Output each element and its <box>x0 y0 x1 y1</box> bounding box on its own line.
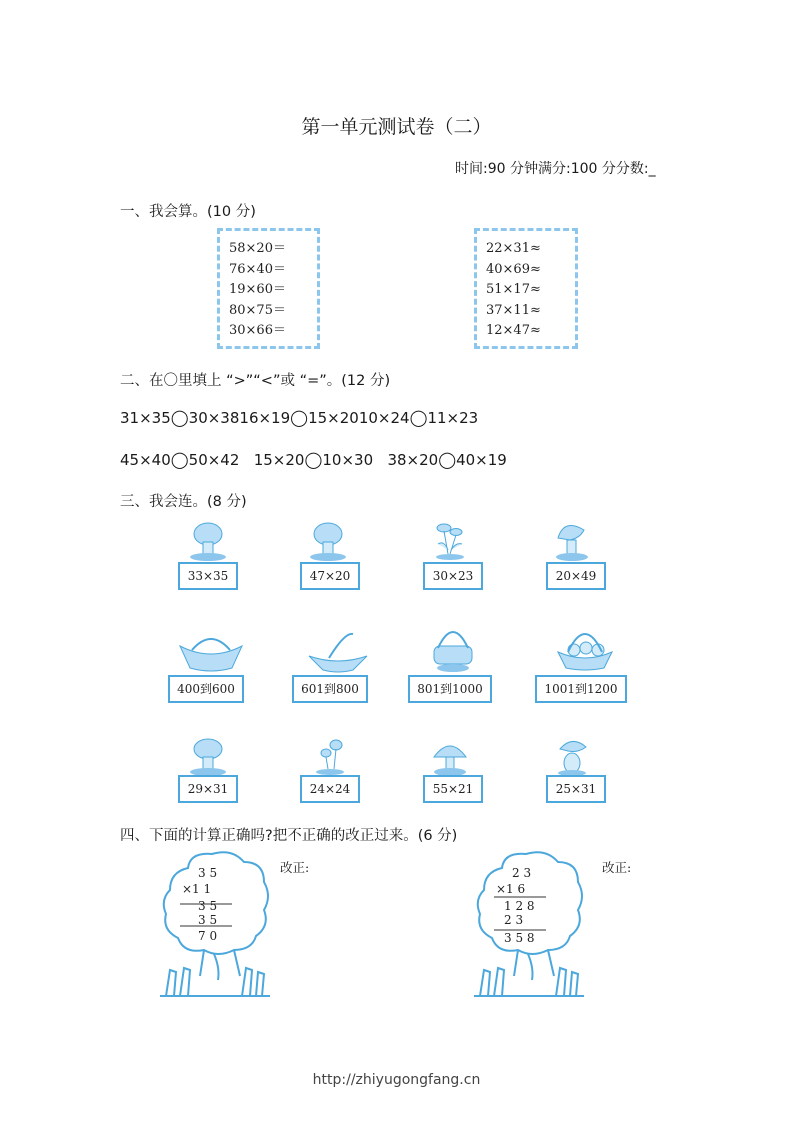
estimate-problem: 37×11≈ <box>486 302 541 318</box>
page-title: 第一单元测试卷（二） <box>301 116 492 138</box>
exact-problem: 58×20＝ <box>229 241 286 256</box>
calc-line: 3 5 8 <box>504 931 535 945</box>
fix-label: 改正: <box>280 860 310 875</box>
compare-circle[interactable]: ◯ <box>170 450 189 469</box>
compare-right: 11×23 <box>427 409 479 427</box>
section-1-heading: 一、我会算。(10 分) <box>120 204 256 220</box>
calc-line: ×1 6 <box>496 882 526 896</box>
calc-box-estimate <box>474 228 578 349</box>
compare-right: 10×30 <box>322 451 374 469</box>
compare-row-2 <box>120 450 507 469</box>
exact-problem: 80×75＝ <box>229 302 286 318</box>
bottom-label[interactable]: 29×31 <box>178 775 238 803</box>
compare-row-1 <box>120 408 478 427</box>
compare-circle[interactable]: ◯ <box>290 408 309 427</box>
exact-problem: 76×40＝ <box>229 261 286 277</box>
section-2-heading: 二、在〇里填上 “>”“<”或 “=”。(12 分) <box>120 373 391 389</box>
mushroom-icon <box>428 735 472 777</box>
top-label[interactable]: 33×35 <box>178 562 238 590</box>
mushroom-icon <box>550 520 594 562</box>
fruit-basket-icon <box>552 622 618 674</box>
compare-left: 31×35 <box>120 409 171 427</box>
calc-line: 2 3 <box>512 866 532 880</box>
compare-left: 45×40 <box>120 451 171 469</box>
calc-box-exact <box>217 228 320 349</box>
compare-circle[interactable]: ◯ <box>170 408 189 427</box>
calc-line: 3 5 <box>198 866 218 880</box>
basket-icon <box>305 632 371 674</box>
exam-meta: 时间:90 分钟满分:100 分分数:_ <box>455 161 656 177</box>
exact-problem: 19×60＝ <box>229 282 286 297</box>
section-4-heading: 四、下面的计算正确吗?把不正确的改正过来。(6 分) <box>120 828 458 844</box>
calc-line: 1 2 8 <box>504 899 535 913</box>
exact-problem: 30×66＝ <box>229 323 286 338</box>
calc-line: ×1 1 <box>182 882 212 896</box>
bottom-label[interactable]: 55×21 <box>423 775 483 803</box>
calc-line: 2 3 <box>504 913 524 927</box>
compare-right: 30×38 <box>188 409 240 427</box>
bottom-label[interactable]: 24×24 <box>300 775 360 803</box>
bottom-label[interactable]: 25×31 <box>546 775 606 803</box>
calc-line: 7 0 <box>198 929 218 943</box>
range-label[interactable]: 801到1000 <box>408 675 492 703</box>
top-label[interactable]: 30×23 <box>423 562 483 590</box>
mushroom-icon <box>550 735 594 777</box>
compare-left: 15×20 <box>253 451 305 469</box>
footer-url[interactable]: http://zhiyugongfang.cn <box>312 1072 481 1088</box>
range-label[interactable]: 400到600 <box>168 675 244 703</box>
fix-label: 改正: <box>602 860 632 875</box>
compare-circle[interactable]: ◯ <box>438 450 457 469</box>
mushroom-icon <box>186 520 230 562</box>
mushroom-icon <box>306 520 350 562</box>
estimate-problem: 12×47≈ <box>486 323 541 338</box>
compare-right: 15×20 <box>308 409 359 427</box>
small-mushrooms-icon <box>306 735 350 777</box>
compare-right: 40×19 <box>456 451 507 469</box>
range-label[interactable]: 601到800 <box>292 675 368 703</box>
compare-left: 16×19 <box>239 409 291 427</box>
flower-mushrooms-icon <box>428 520 472 562</box>
compare-right: 50×42 <box>188 451 240 469</box>
basket-icon <box>178 632 244 674</box>
calc-line: 3 5 <box>198 899 218 913</box>
section-3-heading: 三、我会连。(8 分) <box>120 494 247 510</box>
top-label[interactable]: 20×49 <box>546 562 606 590</box>
mushroom-icon <box>186 735 230 777</box>
estimate-problem: 22×31≈ <box>486 241 541 256</box>
top-label[interactable]: 47×20 <box>300 562 360 590</box>
compare-left: 10×24 <box>358 409 410 427</box>
estimate-problem: 40×69≈ <box>486 261 541 277</box>
range-label[interactable]: 1001到1200 <box>535 675 627 703</box>
calc-line: 3 5 <box>198 913 218 927</box>
compare-circle[interactable]: ◯ <box>409 408 428 427</box>
compare-left: 38×20 <box>387 451 439 469</box>
compare-circle[interactable]: ◯ <box>304 450 323 469</box>
basket-icon <box>420 622 486 674</box>
estimate-problem: 51×17≈ <box>486 282 541 297</box>
